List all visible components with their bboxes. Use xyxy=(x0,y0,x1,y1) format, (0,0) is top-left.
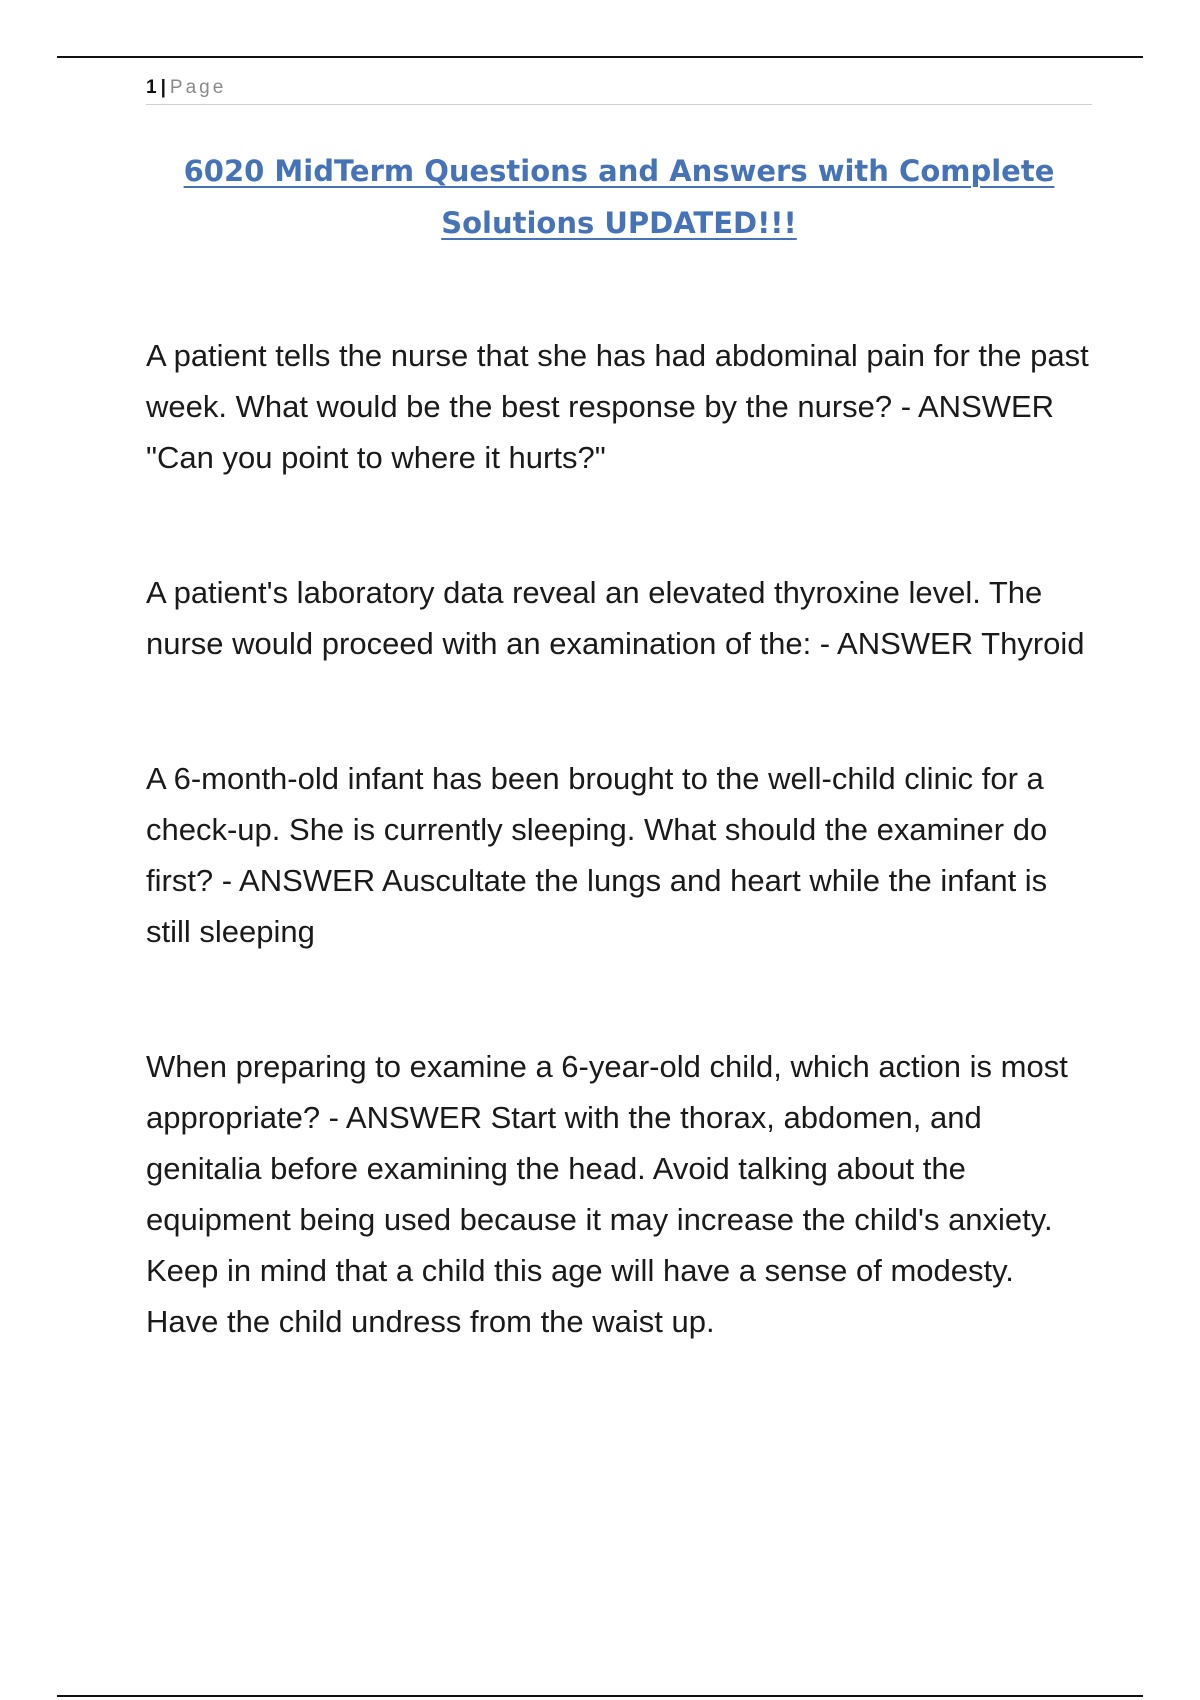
page-header xyxy=(146,74,1092,105)
qa-item-2: A patient's laboratory data reveal an elevated thyroxine level. The nurse would proceed with an examination of the: - ANSWER Thyroid xyxy=(146,575,1085,661)
qa-item-1: A patient tells the nurse that she has had abdominal pain for the past week. What would be the best response by the nurse? - ANSWER "Can you point to where it hurts?" xyxy=(146,338,1089,475)
bottom-divider xyxy=(57,1695,1143,1697)
page-number: 1 xyxy=(146,77,157,98)
top-divider xyxy=(57,56,1143,58)
page-separator: | xyxy=(160,77,166,98)
qa-item-4: When preparing to examine a 6-year-old child, which action is most appropriate? - ANSWER Start with the thorax, abdomen, and genitalia before examining the head. Avoid talking about the equipment being used because it may increase the child's anxiety. Keep in mind that a child this age will have a sense of modesty. Have the child undress from the waist up. xyxy=(146,1049,1068,1339)
page-label: Page xyxy=(169,77,227,98)
document-title: 6020 MidTerm Questions and Answers with Complete Solutions UPDATED!!! xyxy=(183,154,1055,240)
qa-list xyxy=(146,330,1092,1347)
qa-item-3: A 6-month-old infant has been brought to the well-child clinic for a check-up. She is currently sleeping. What should the examiner do first? - ANSWER Auscultate the lungs and heart while the infant is still sleeping xyxy=(146,761,1048,949)
